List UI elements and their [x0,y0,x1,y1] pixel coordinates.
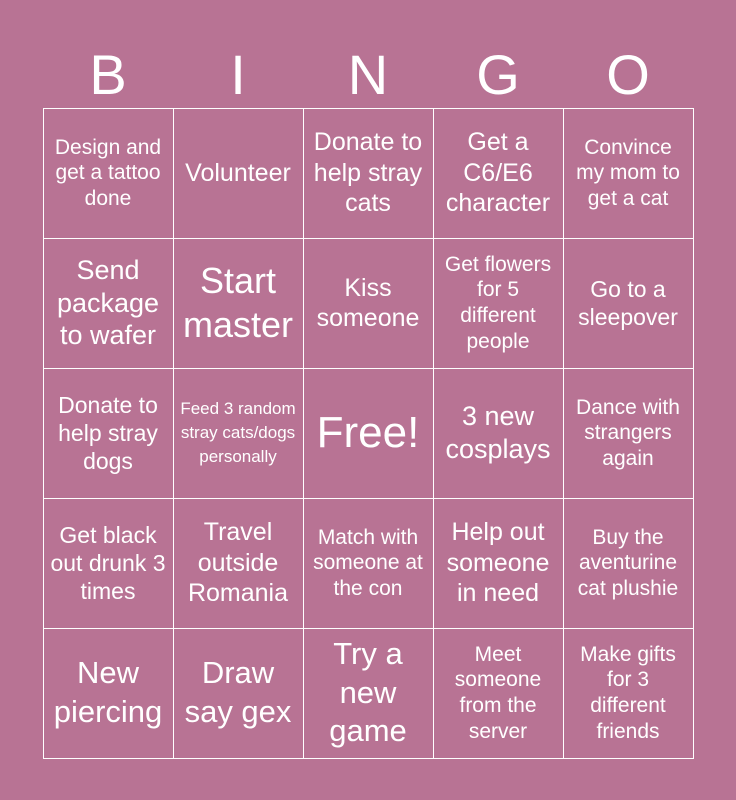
bingo-cell[interactable]: Go to a sleepover [563,238,694,369]
bingo-cell[interactable]: Get a C6/E6 character [433,108,564,239]
bingo-cell[interactable]: Help out someone in need [433,498,564,629]
header-letter-o: O [606,43,650,106]
bingo-cell[interactable]: Try a new game [303,628,434,759]
bingo-cell[interactable]: Get flowers for 5 different people [433,238,564,369]
header-letter-n: N [347,43,389,106]
header-letter-i: I [230,43,246,106]
bingo-cell[interactable]: Volunteer [173,108,304,239]
bingo-cell[interactable]: Buy the aventurine cat plushie [563,498,694,629]
bingo-header [43,44,693,106]
bingo-cell[interactable]: Send package to wafer [43,238,174,369]
bingo-cell[interactable]: Travel outside Romania [173,498,304,629]
bingo-cell[interactable]: Meet someone from the server [433,628,564,759]
header-letter-b: B [89,43,127,106]
bingo-cell[interactable]: Donate to help stray cats [303,108,434,239]
bingo-cell[interactable]: Dance with strangers again [563,368,694,499]
bingo-cell[interactable]: Make gifts for 3 different friends [563,628,694,759]
bingo-cell[interactable]: Convince my mom to get a cat [563,108,694,239]
bingo-cell[interactable]: Donate to help stray dogs [43,368,174,499]
bingo-cell[interactable]: 3 new cosplays [433,368,564,499]
bingo-cell[interactable]: Match with someone at the con [303,498,434,629]
free-space-cell[interactable]: Free! [303,368,434,499]
bingo-cell[interactable]: Draw say gex [173,628,304,759]
bingo-cell[interactable]: Start master [173,238,304,369]
bingo-cell[interactable]: Kiss someone [303,238,434,369]
bingo-cell[interactable]: Feed 3 random stray cats/dogs personally [173,368,304,499]
bingo-cell[interactable]: Design and get a tattoo done [43,108,174,239]
bingo-card-grid [43,108,693,758]
header-letter-g: G [476,43,520,106]
bingo-cell[interactable]: New piercing [43,628,174,759]
bingo-cell[interactable]: Get black out drunk 3 times [43,498,174,629]
